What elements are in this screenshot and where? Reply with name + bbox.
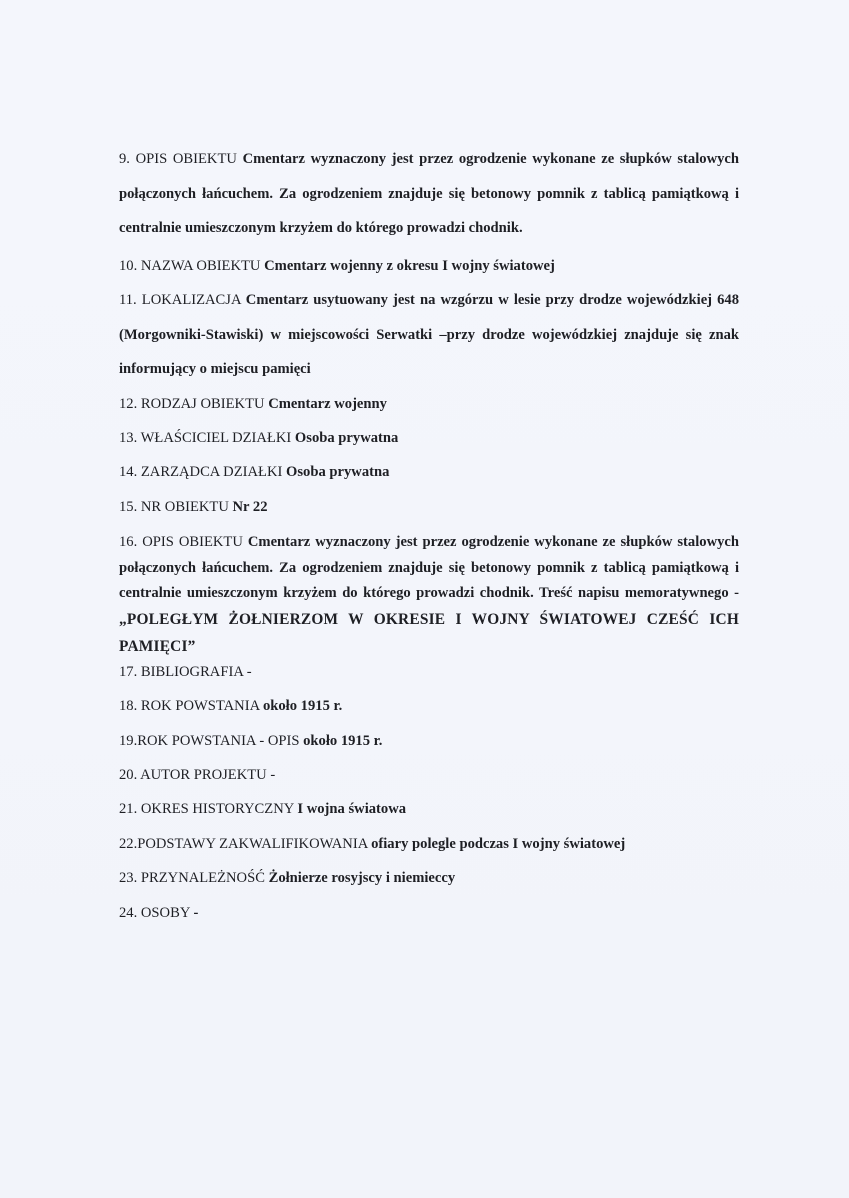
entry-10-name [119, 249, 739, 284]
entry-label: 23. PRZYNALEŻNOŚĆ [119, 870, 269, 886]
entry-value: Cmentarz wyznaczony jest przez ogrodzenie wykonane ze słupków stalowych połączonych łańcuchem. Za ogrodzeniem znajduje się betonowy pomnik z tablicą pamiątkową i centralnie umieszczonym krzyżem do którego prowadzi chodnik. [119, 151, 739, 236]
entry-value: około 1915 r. [262, 698, 343, 714]
entry-label: 17. BIBLIOGRAFIA - [119, 664, 252, 680]
entry-value: Cmentarz usytuowany jest na wzgórzu w lesie przy drodze wojewódzkiej 648 (Morgowniki-Stawiski) w miejscowości Serwatki –przy drodze wojewódzkiej znajduje się znak informujący o miejscu pamięci [119, 292, 740, 377]
entry-label: 16. OPIS OBIEKTU [119, 534, 248, 550]
entry-20-author [119, 758, 739, 793]
entry-label: 18. ROK POWSTANIA [119, 698, 263, 714]
entry-value: Cmentarz wyznaczony jest przez ogrodzenie wykonane ze słupków stalowych połączonych łańcuchem. Za ogrodzeniem znajduje się betonowy pomnik z tablicą pamiątkową i centralnie umieszczonym krzyżem do którego prowadzi chodnik. Treść napisu memoratywnego - [119, 534, 739, 602]
entry-23-affiliation [119, 861, 739, 896]
entry-value: I wojna światowa [297, 801, 407, 817]
memorial-inscription: „POLEGŁYM ŻOŁNIERZOM W OKRESIE I WOJNY ŚWIATOWEJ CZEŚĆ ICH PAMIĘCI” [119, 611, 739, 655]
entry-11-location [119, 283, 739, 387]
entry-14-manager [119, 455, 739, 490]
entry-label: 22.PODSTAWY ZAKWALIFIKOWANIA [119, 836, 372, 852]
entry-label: 14. ZARZĄDCA DZIAŁKI [119, 464, 287, 480]
entry-value: Osoba prywatna [286, 464, 390, 480]
entry-value: około 1915 r. [303, 733, 383, 749]
entry-label: 20. AUTOR PROJEKTU - [119, 767, 276, 783]
entry-value: Żołnierze rosyjscy i niemieccy [268, 870, 456, 886]
entry-22-basis [119, 827, 739, 862]
entry-21-period [119, 792, 739, 827]
entry-label: 11. LOKALIZACJA [119, 292, 246, 308]
entry-16-description [119, 530, 739, 661]
entry-label: 10. NAZWA OBIEKTU [119, 258, 265, 274]
entry-value: - [193, 905, 199, 921]
entry-19-year-description [119, 724, 739, 759]
entry-12-type [119, 387, 739, 422]
entry-label: 15. NR OBIEKTU [119, 499, 233, 515]
entry-value: ofiary polegle podczas I wojny światowej [371, 836, 626, 852]
entry-15-number [119, 490, 739, 525]
entry-17-bibliography [119, 655, 739, 690]
entry-9-description [119, 142, 739, 246]
entry-label: 19.ROK POWSTANIA - OPIS [119, 733, 304, 749]
entry-label: 12. RODZAJ OBIEKTU [119, 396, 269, 412]
entry-label: 21. OKRES HISTORYCZNY [119, 801, 298, 817]
entry-value: Cmentarz wojenny [268, 396, 387, 412]
entry-value: Nr 22 [232, 499, 268, 515]
entry-value: Osoba prywatna [294, 430, 399, 446]
entry-18-year [119, 689, 739, 724]
entry-label: 24. OSOBY [119, 905, 194, 921]
entry-value: Cmentarz wojenny z okresu I wojny światowej [264, 258, 555, 274]
entry-label: 9. OPIS OBIEKTU [119, 151, 243, 167]
entry-label: 13. WŁAŚCICIEL DZIAŁKI [119, 430, 295, 446]
entry-13-owner [119, 421, 739, 456]
entry-24-persons [119, 896, 739, 931]
